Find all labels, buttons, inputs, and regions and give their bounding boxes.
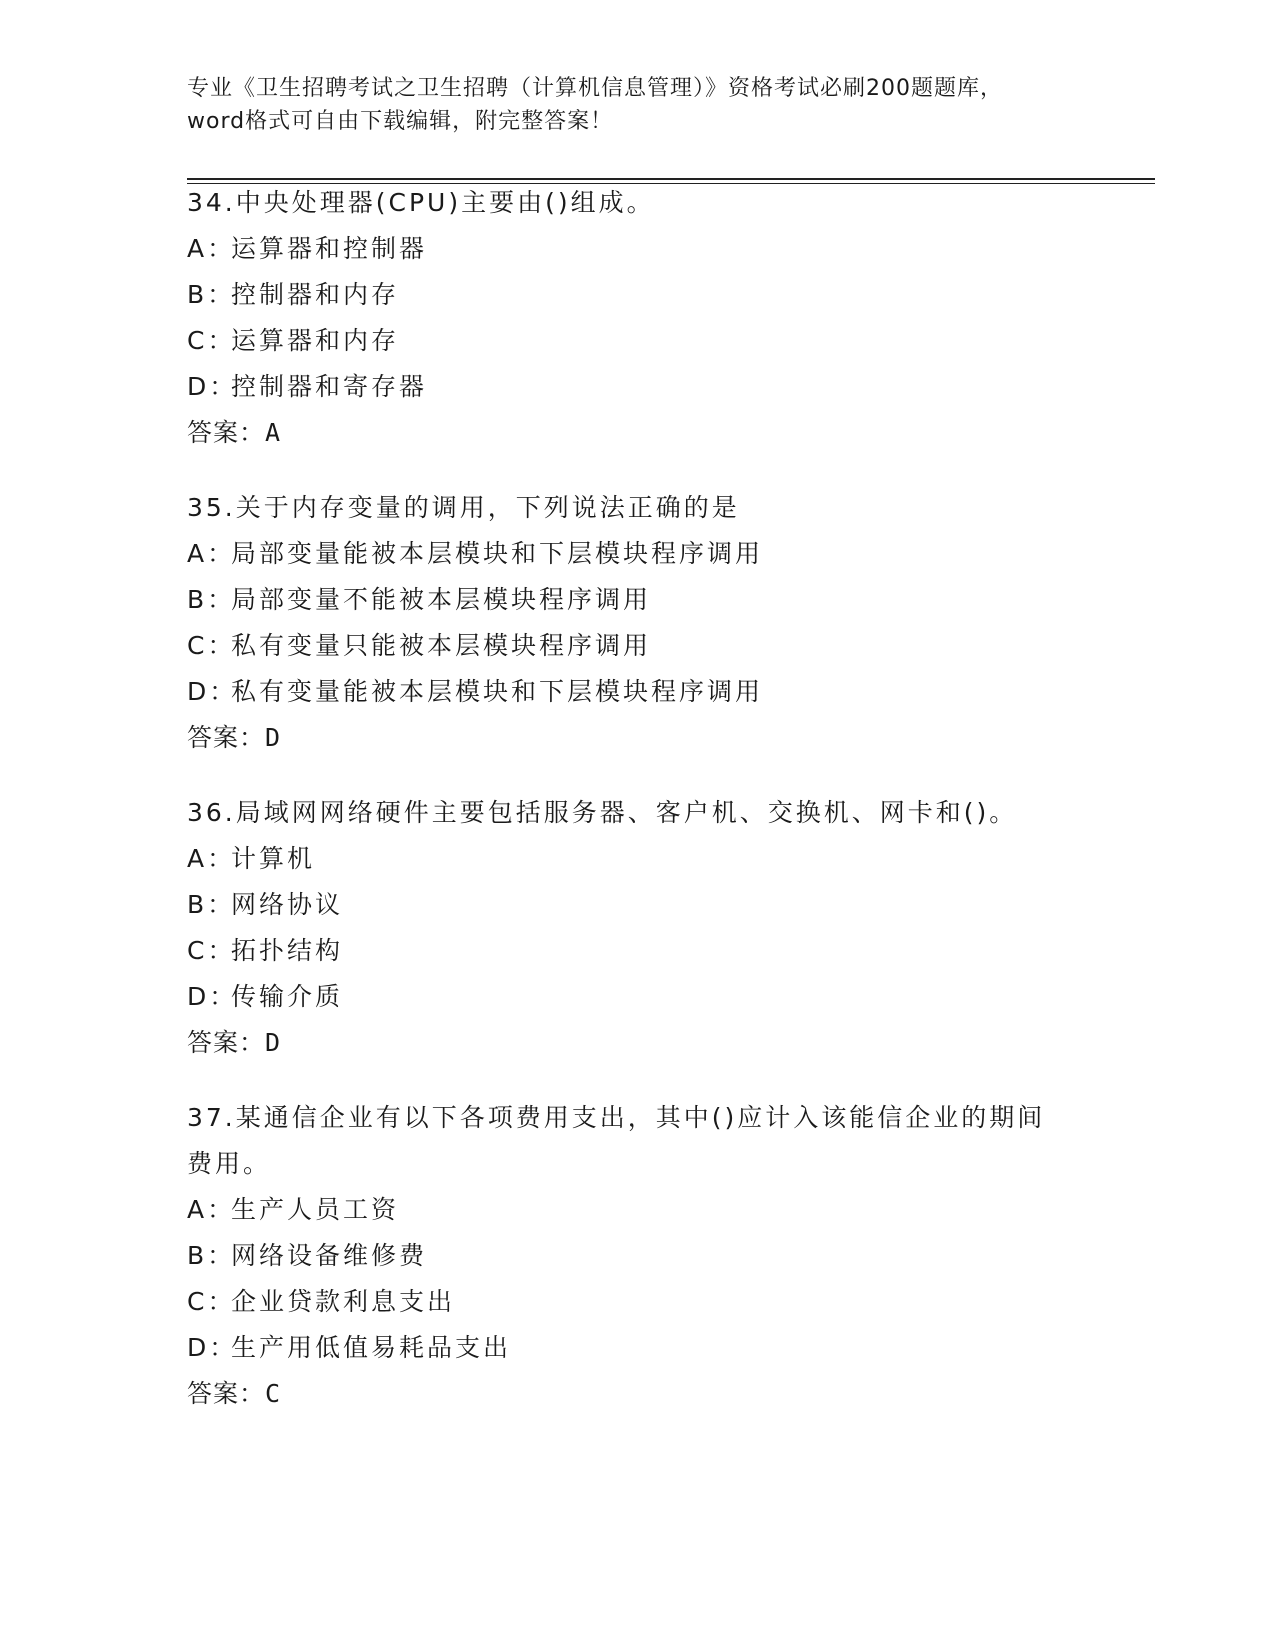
- header-line-1: 专业《卫生招聘考试之卫生招聘（计算机信息管理）》资格考试必刷200题题库，: [187, 76, 1003, 101]
- option-c: [187, 1279, 1067, 1325]
- option-letter: A：: [187, 1195, 236, 1224]
- answer-label: 答案：: [187, 1379, 266, 1408]
- answer-label: 答案：: [187, 723, 266, 752]
- option-text: 控制器和内存: [231, 280, 400, 309]
- option-c: [187, 623, 1087, 669]
- option-b: [187, 882, 1087, 928]
- option-letter: D：: [187, 1333, 238, 1362]
- option-letter: B：: [187, 585, 236, 614]
- option-text: 生产人员工资: [231, 1195, 400, 1224]
- question-37: [187, 1095, 1067, 1417]
- answer-value: D: [265, 723, 282, 752]
- option-text: 运算器和控制器: [231, 234, 428, 263]
- option-d: [187, 364, 1087, 410]
- option-c: [187, 318, 1087, 364]
- option-text: 私有变量只能被本层模块程序调用: [231, 631, 652, 660]
- option-letter: D：: [187, 372, 238, 401]
- option-letter: B：: [187, 890, 236, 919]
- option-letter: C：: [187, 631, 236, 660]
- option-text: 网络设备维修费: [231, 1241, 428, 1270]
- answer-line: [187, 715, 1087, 761]
- option-d: [187, 669, 1087, 715]
- option-d: [187, 974, 1087, 1020]
- question-text: 37.某通信企业有以下各项费用支出，其中()应计入该能信企业的期间费用。: [187, 1103, 1046, 1178]
- option-text: 企业贷款利息支出: [231, 1287, 456, 1316]
- option-text: 拓扑结构: [231, 936, 344, 965]
- option-a: [187, 226, 1087, 272]
- answer-line: [187, 1020, 1087, 1066]
- question-text: 36.局域网网络硬件主要包括服务器、客户机、交换机、网卡和()。: [187, 798, 1018, 827]
- question-36: [187, 790, 1087, 1066]
- option-b: [187, 577, 1087, 623]
- option-text: 局部变量能被本层模块和下层模块程序调用: [231, 539, 764, 568]
- answer-value: A: [265, 418, 282, 447]
- option-letter: A：: [187, 844, 236, 873]
- option-text: 网络协议: [231, 890, 344, 919]
- option-text: 计算机: [231, 844, 316, 873]
- option-text: 局部变量不能被本层模块程序调用: [231, 585, 652, 614]
- document-header: [187, 72, 1087, 138]
- option-letter: A：: [187, 539, 236, 568]
- answer-label: 答案：: [187, 418, 266, 447]
- question-34: [187, 180, 1087, 456]
- option-text: 控制器和寄存器: [231, 372, 428, 401]
- option-a: [187, 836, 1087, 882]
- option-text: 传输介质: [231, 982, 344, 1011]
- question-35: [187, 485, 1087, 761]
- option-d: [187, 1325, 1067, 1371]
- option-b: [187, 272, 1087, 318]
- option-c: [187, 928, 1087, 974]
- option-letter: D：: [187, 982, 238, 1011]
- answer-value: C: [265, 1379, 282, 1408]
- option-letter: B：: [187, 280, 236, 309]
- header-line-2: word格式可自由下载编辑，附完整答案！: [187, 109, 614, 134]
- option-b: [187, 1233, 1067, 1279]
- question-text: 35.关于内存变量的调用，下列说法正确的是: [187, 493, 740, 522]
- option-text: 运算器和内存: [231, 326, 400, 355]
- option-letter: A：: [187, 234, 236, 263]
- answer-line: [187, 410, 1087, 456]
- option-a: [187, 531, 1087, 577]
- answer-label: 答案：: [187, 1028, 266, 1057]
- option-text: 生产用低值易耗品支出: [231, 1333, 512, 1362]
- option-letter: B：: [187, 1241, 236, 1270]
- option-letter: D：: [187, 677, 238, 706]
- option-text: 私有变量能被本层模块和下层模块程序调用: [231, 677, 764, 706]
- option-letter: C：: [187, 326, 236, 355]
- option-a: [187, 1187, 1067, 1233]
- option-letter: C：: [187, 936, 236, 965]
- question-text: 34.中央处理器(CPU)主要由()组成。: [187, 188, 655, 217]
- option-letter: C：: [187, 1287, 236, 1316]
- answer-value: D: [265, 1028, 282, 1057]
- answer-line: [187, 1371, 1067, 1417]
